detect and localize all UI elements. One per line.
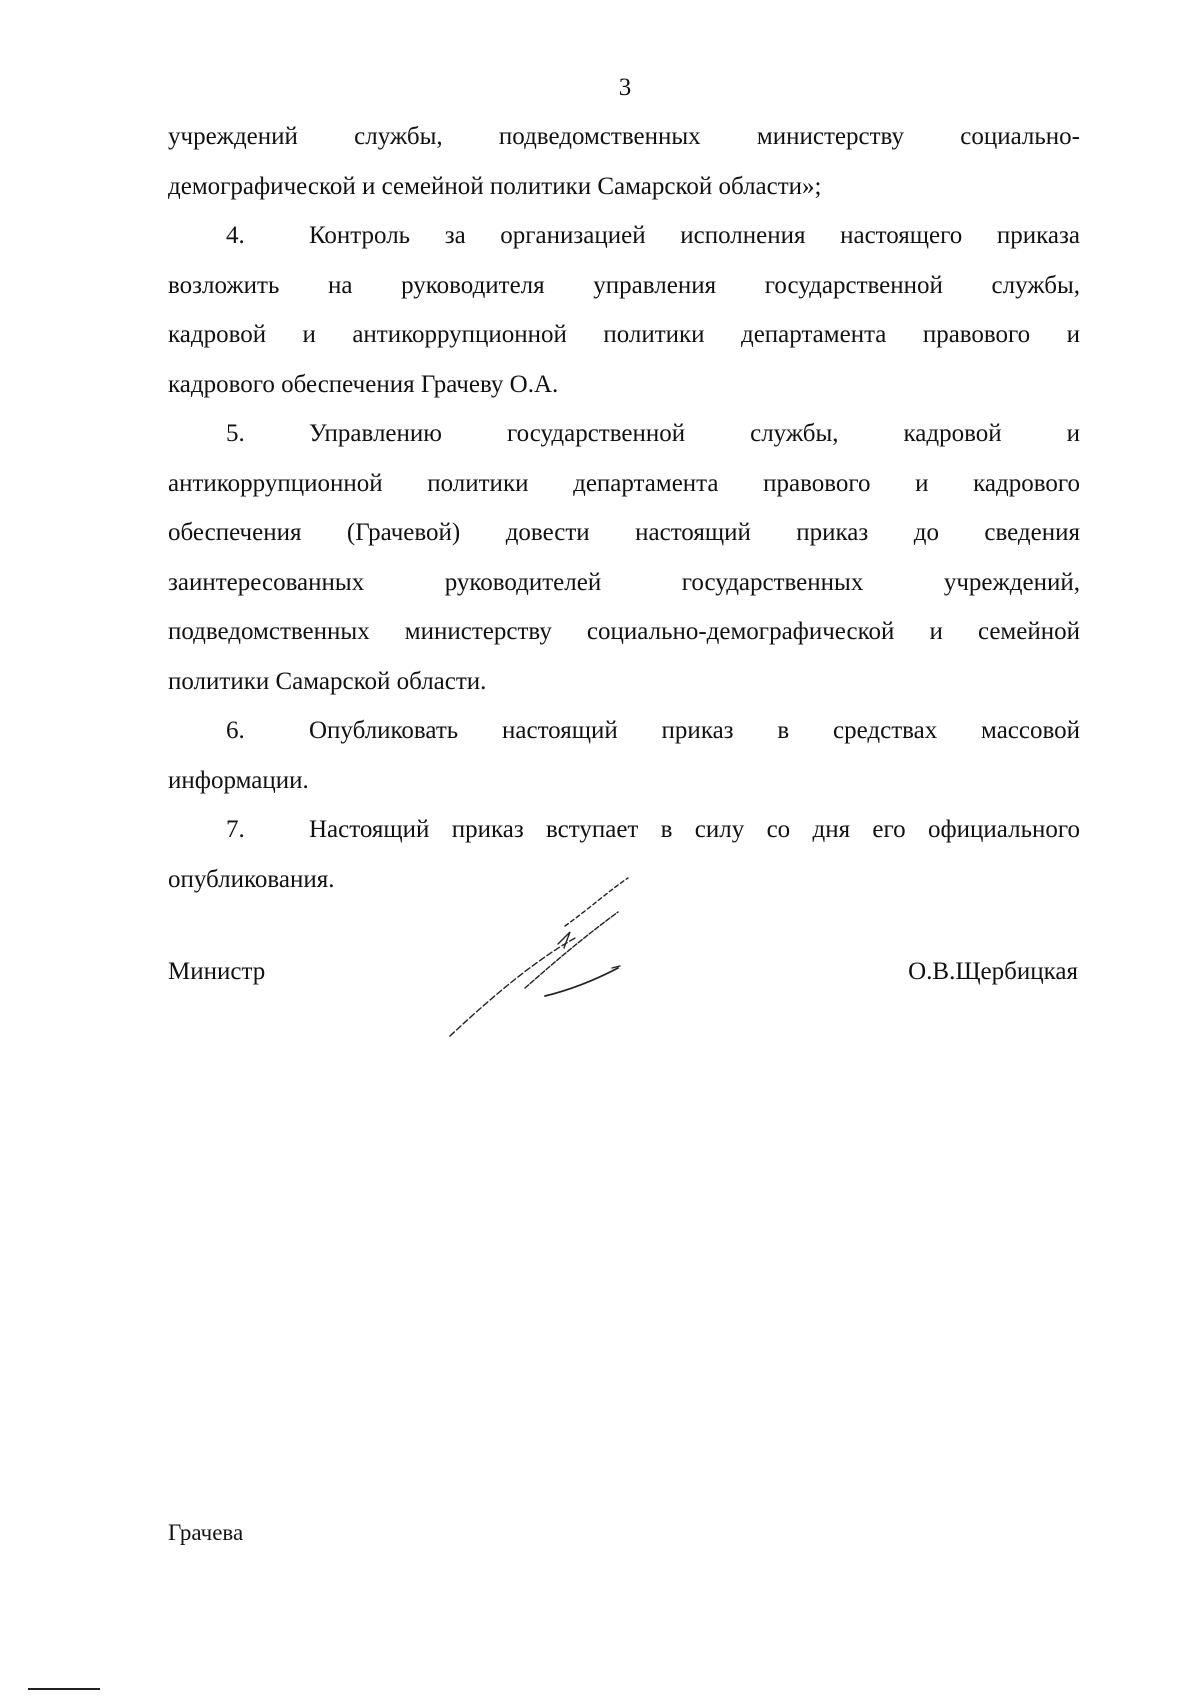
text-line: политики Самарской области. [168,667,487,695]
text-fragment: Опубликовать настоящий приказ в средствах массовой [309,717,1080,744]
page-corner-mark [28,1688,100,1690]
order-body-text [168,112,1080,904]
text-line: кадровой и антикоррупционной политики департамента правового и [168,321,1080,348]
paragraph-7-first-line [168,805,1080,855]
paragraph-5-first-line [168,409,1080,459]
text-line: подведомственных министерству социально-демографической и семейной [168,618,1080,645]
paragraph-6-first-line [168,706,1080,756]
text-line: демографической и семейной политики Самарской области»; [168,172,822,200]
text-fragment: Настоящий приказ вступает в силу со дня его официального [309,816,1080,843]
text-line: заинтересованных руководителей государственных учреждений, [168,568,1080,596]
paragraph-number: 5. [226,420,245,447]
text-line: возложить на руководителя управления государственной службы, [168,271,1080,299]
signatory-name: О.В.Щербицкая [908,958,1078,985]
handwritten-signature [440,868,680,1038]
text-line: учреждений службы, подведомственных министерству социально- [168,123,1080,150]
text-line: обеспечения (Грачевой) довести настоящий приказ до сведения [168,519,1080,546]
paragraph-number: 7. [226,816,245,843]
text-line: опубликования. [168,865,335,893]
executor-name: Грачева [168,1520,244,1545]
text-line: кадрового обеспечения Грачеву О.А. [168,370,559,398]
text-fragment: Управлению государственной службы, кадровой и [309,420,1080,447]
text-line: антикоррупционной политики департамента правового и кадрового [168,469,1080,497]
text-fragment: Контроль за организацией исполнения настоящего приказа [309,222,1080,249]
paragraph-number: 4. [226,222,245,249]
signatory-title: Министр [168,958,266,985]
text-line: информации. [168,766,309,794]
paragraph-number: 6. [226,717,245,744]
page-number: 3 [618,74,632,101]
paragraph-4-first-line [168,211,1080,261]
